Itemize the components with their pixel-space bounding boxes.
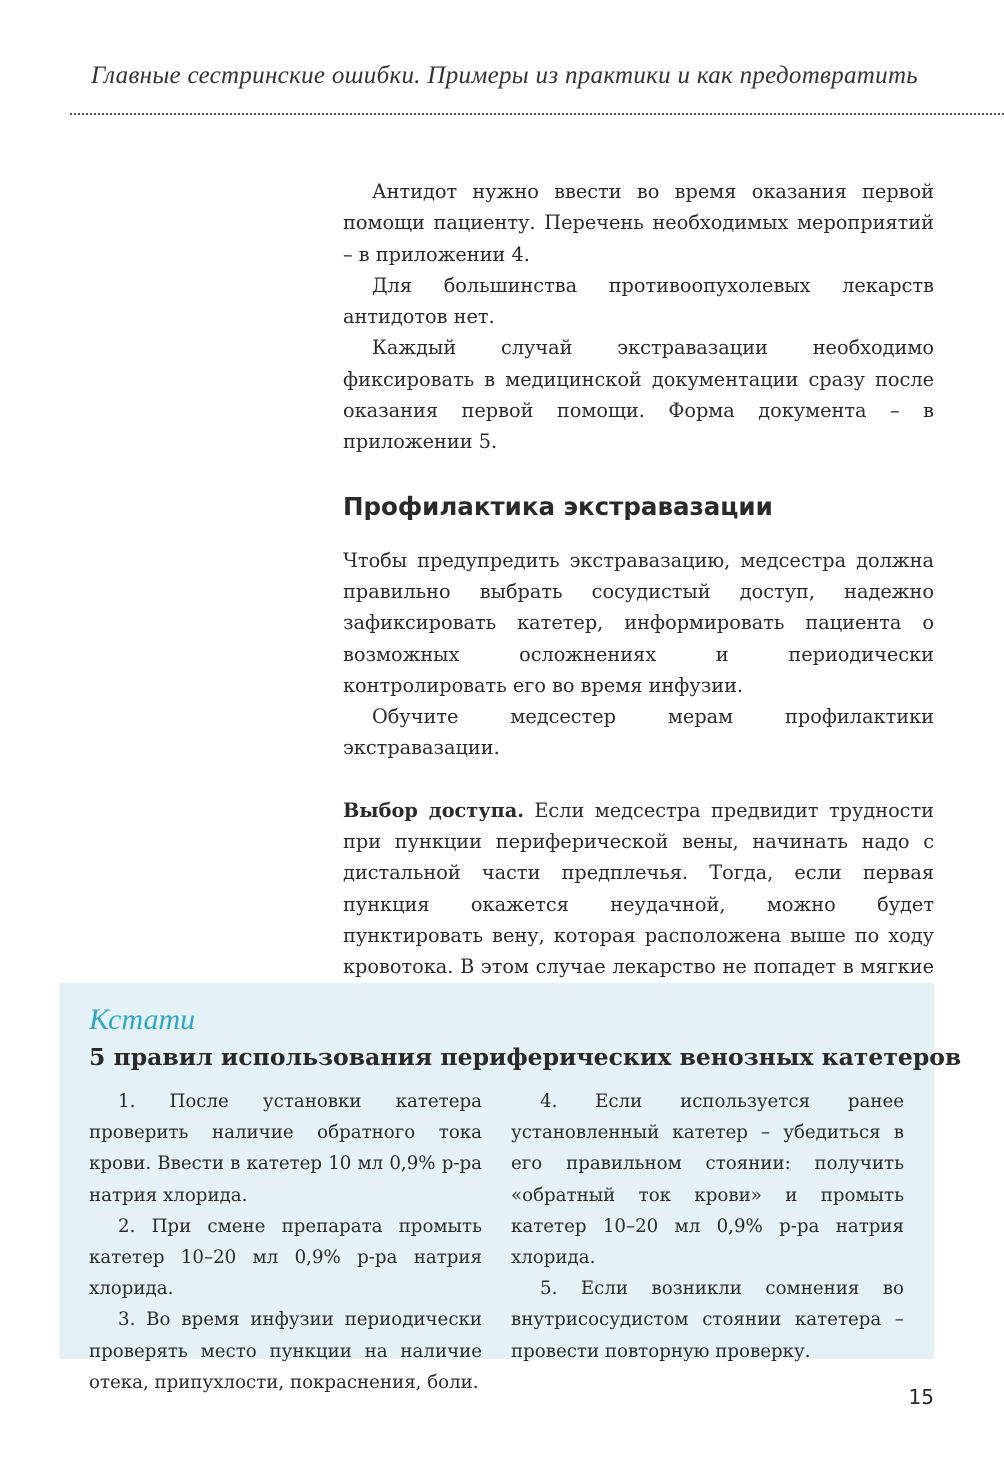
catheter-rules-title: 5 правил использования периферических венозных катетеров bbox=[89, 1043, 962, 1071]
by-the-way-label: Кстати bbox=[89, 1003, 196, 1036]
main-text-column bbox=[343, 176, 934, 1014]
rule-item: 3. Во время инфузии периодически проверять место пункции на наличие отека, припухлости, покраснения, боли. bbox=[89, 1309, 482, 1393]
rules-column-left bbox=[89, 1086, 482, 1398]
rule-item: 1. После установки катетера проверить наличие обратного тока крови. Ввести в катетер 10 мл 0,9% р-ра натрия хлорида. bbox=[89, 1091, 482, 1206]
paragraph-antidote: Антидот нужно ввести во время оказания первой помощи пациенту. Перечень необходимых мероприятий – в приложении 4. bbox=[343, 180, 934, 266]
section-heading: Профилактика экстравазации bbox=[343, 491, 773, 521]
paragraph-training: Обучите медсестер мерам профилактики экстравазации. bbox=[343, 705, 934, 760]
rules-column-right bbox=[511, 1086, 904, 1367]
page-number: 15 bbox=[908, 1385, 934, 1409]
paragraph-no-antidotes: Для большинства противоопухолевых лекарств антидотов нет. bbox=[343, 273, 934, 329]
paragraph-prevention: Чтобы предупредить экстравазацию, медсестра должна правильно выбрать сосудистый доступ, надежно зафиксировать катетер, информировать пациента о возможных осложнениях и периодически контролировать его во время инфузии. bbox=[343, 548, 934, 697]
running-header-title: Главные сестринские ошибки. Примеры из практики и как предотвратить bbox=[90, 62, 918, 89]
by-the-way-box bbox=[59, 983, 962, 1393]
access-choice-body: Если медсестра предвидит трудности при пункции периферической вены, начинать надо с дистальной части предплечья. Тогда, если первая пункция окажется неудачной, можно будет пунктировать вену, которая расположена выше по ходу кровотока. В этом случае лекарство не попадет в мягкие bbox=[343, 798, 935, 979]
paragraph-documentation: Каждый случай экстравазации необходимо фиксировать в медицинской документации сразу после оказания первой помощи. Форма документа – в приложении 5. bbox=[343, 336, 934, 454]
rule-item: 4. Если используется ранее установленный катетер – убедиться в его правильном стоянии: получить «обратный ток крови» и промыть катетер 10–20 мл 0,9% р-ра натрия хлорида. bbox=[511, 1091, 904, 1269]
access-choice-lead: Выбор доступа. bbox=[343, 798, 524, 822]
rule-item: 5. Если возникли сомнения во внутрисосудистом стоянии катетера – провести повторную проверку. bbox=[511, 1278, 904, 1362]
header-dotted-divider bbox=[70, 113, 1004, 115]
rule-item: 2. При смене препарата промыть катетер 10–20 мл 0,9% р-ра натрия хлорида. bbox=[89, 1215, 482, 1300]
paragraph-access-choice bbox=[343, 795, 934, 1014]
